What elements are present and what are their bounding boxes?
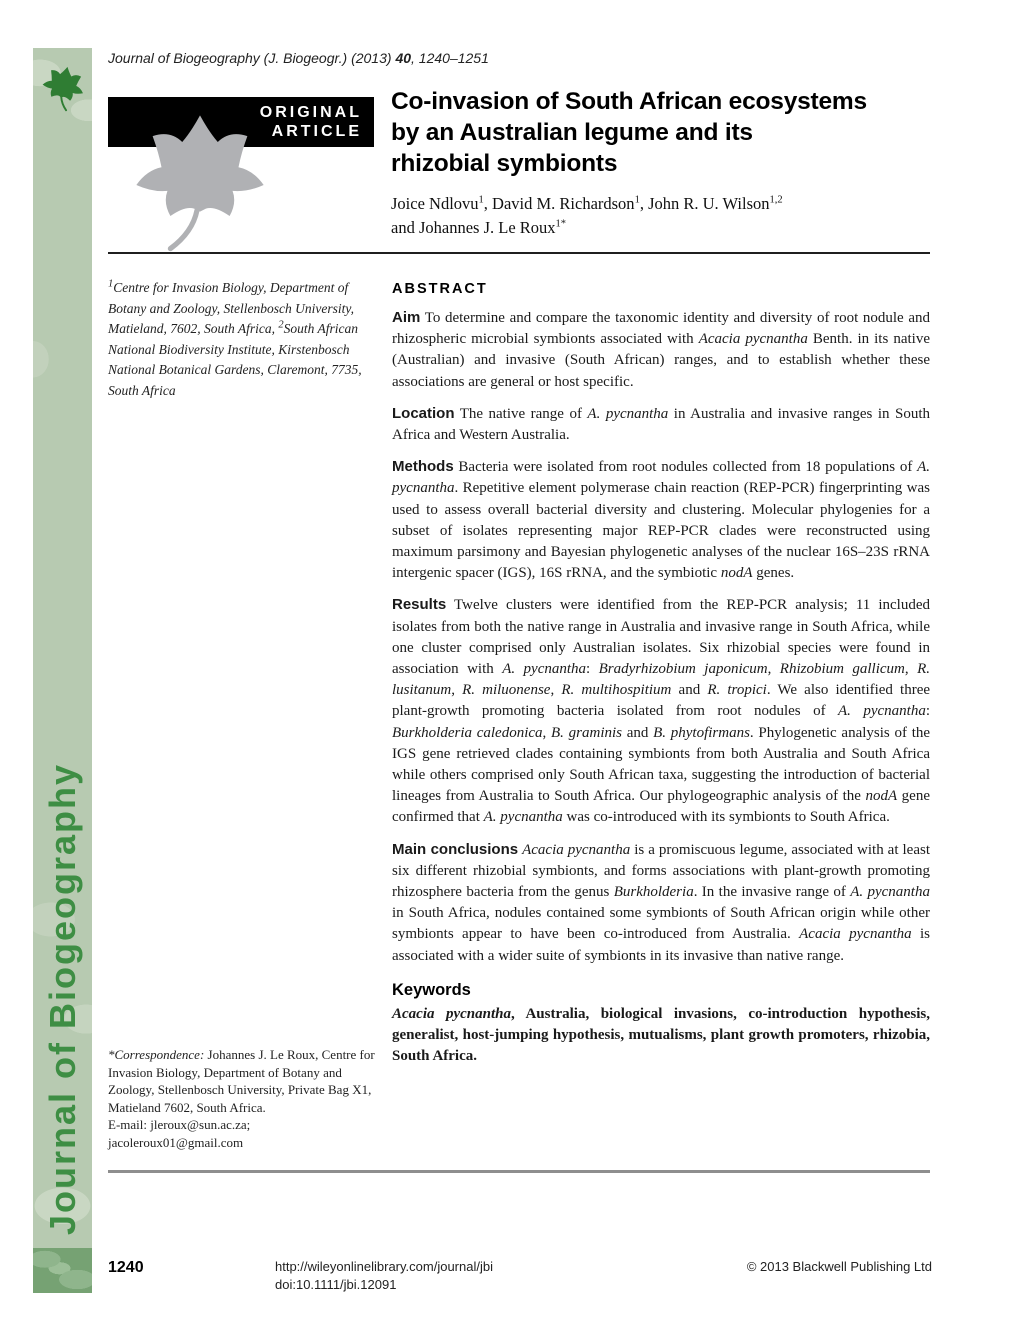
affiliations: $^1$Centre for Invasion Biology, Department of Botany and Zoology, Stellenbosch University, Matieland, 7602, South Africa, $^2$South African National Biodiversity Institute, Kirstenbosch National Botanical Gardens, Claremont, 7735, South Africa [108, 278, 362, 398]
abstract-heading: ABSTRACT [392, 281, 488, 297]
footer-divider [108, 1170, 930, 1173]
keywords-text: Acacia pycnantha, Australia, biological invasions, co-introduction hypothesis, generalist, host-jumping hypothesis, mutualisms, plant growth promoters, rhizobia, South Africa. [392, 1005, 931, 1065]
journal-citation: Journal of Biogeography (J. Biogeogr.) (2013) 40, 1240–1251 [108, 50, 489, 66]
article-authors: Joice Ndlovu$^1$, David M. Richardson$^1$, John R. U. Wilson$^{1,2}$ and Johannes J. Le Roux$^{1*}$ [391, 194, 783, 237]
abstract-column [392, 281, 930, 1078]
journal-name-vertical: Journal of Biogeography [41, 762, 83, 1235]
badge-line-original: ORIGINAL [259, 104, 362, 121]
article-title: Co-invasion of South African ecosystems by an Australian legume and its rhizobial symbionts [391, 88, 867, 177]
journal-logo-leaf-icon [124, 108, 276, 256]
spine-bottom-band [33, 1248, 92, 1293]
abstract-location: Location The native range of A. pycnantha in Australia and invasive ranges in South Africa and Western Australia. [392, 404, 930, 444]
copyright-notice: © 2013 Blackwell Publishing Ltd [746, 1259, 932, 1274]
keywords-heading: Keywords [392, 980, 471, 999]
journal-spine-banner [33, 48, 92, 1293]
abstract-results: Results Twelve clusters were identified from the REP-PCR analysis; 11 included isolates from both the native range in Australia and invasive range in South Africa, while one cluster comprised only Australian isolates. Six rhizobial species were found in association with A. pycnantha: Bradyrhizobium japonicum, Rhizobium gallicum, R. lusitanum, R. miluonense, R. multihospitium and R. tropici. We also identified three plant-growth promoting bacteria isolated from root nodules of A. pycnantha: Burkholderia caledonica, B. graminis and B. phytofirmans. Phylogenetic analysis of the IGS gene retrieved clades containing symbionts from both Australia and South Africa while others comprised only South African taxa, suggesting the introduction of bacterial lineages from Australia to South Africa. Our phylogeographic analysis of the nodA gene confirmed that A. pycnantha was co-introduced with its symbionts to South Africa. [392, 596, 931, 826]
journal-doi: doi:10.1111/jbi.12091 [275, 1277, 397, 1292]
journal-url: http://wileyonlinelibrary.com/journal/jbi [275, 1259, 493, 1274]
abstract-aim: Aim To determine and compare the taxonomic identity and diversity of root nodule and rhizospheric microbial symbionts associated with Acacia pycnantha Benth. in its native (Australian) and invasive (South African) ranges, and to establish whether these associations are general or host specific. [392, 309, 930, 390]
abstract-methods: Methods Bacteria were isolated from root nodules collected from 18 populations of A. pycnantha. Repetitive element polymerase chain reaction (REP-PCR) fingerprinting was used to assess overall bacterial diversity and clustering. Molecular phylogenies for a subset of isolates representing major REP-PCR clades were reconstructed using maximum parsimony and Bayesian phylogenetic analyses of the nuclear 16S–23S rRNA intergenic spacer (IGS), 16S rRNA, and the symbiotic nodA genes. [392, 458, 930, 582]
page-number: 1240 [108, 1259, 144, 1276]
correspondence-note: *Correspondence: Johannes J. Le Roux, Centre for Invasion Biology, Department of Botany and Zoology, Stellenbosch University, Private Bag X1, Matieland 7602, South Africa. E-mail: jleroux@sun.ac.za; jacoleroux01@gmail.com [108, 1047, 375, 1150]
badge-line-article: ARTICLE [271, 123, 362, 140]
abstract-main-conclusions: Main conclusions Acacia pycnantha is a promiscuous legume, associated with at least six different rhizobial symbionts, and forms associations with plant-growth promoting rhizosphere bacteria from the genus Burkholderia. In the invasive range of A. pycnantha in South Africa, nodules contained some symbionts of South African origin while other symbionts appear to have been co-introduced from Australia. Acacia pycnantha is associated with a wider suite of symbionts in its invasive than native range. [392, 840, 930, 964]
leaf-icon [34, 58, 92, 119]
publisher-links [275, 1258, 493, 1294]
